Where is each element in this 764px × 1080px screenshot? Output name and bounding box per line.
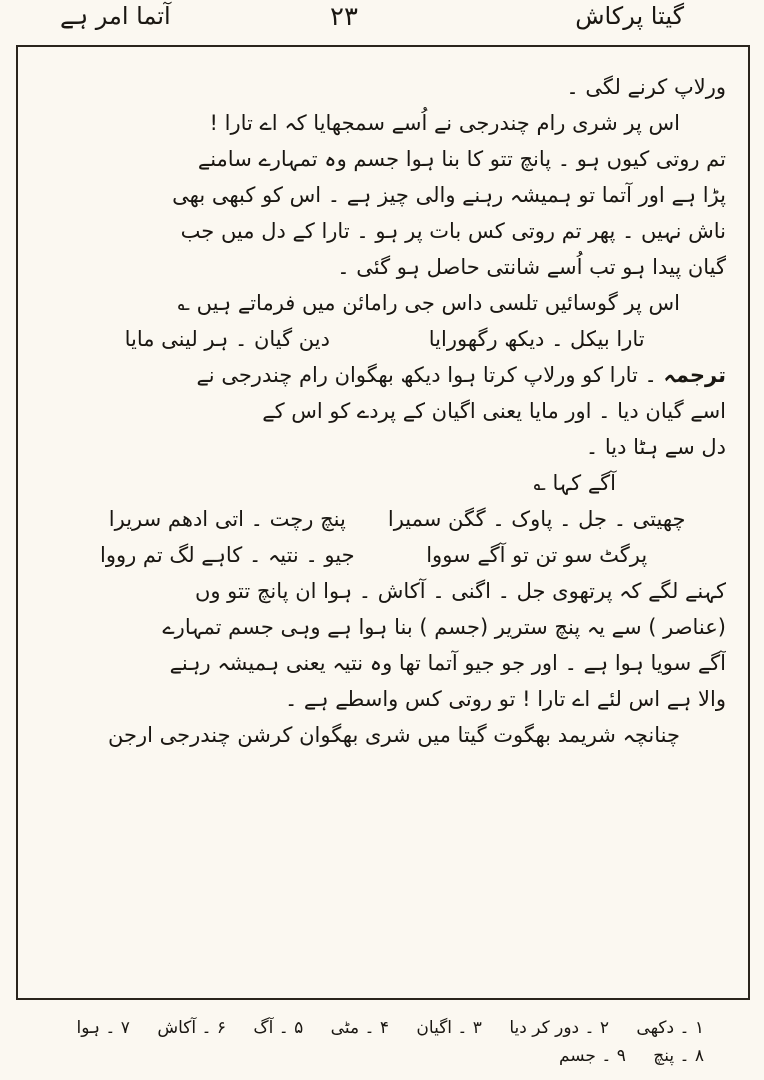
- footnote: ۶ ۔ آکاش: [157, 1018, 226, 1038]
- text-line: پڑا ہے اور آتما تو ہمیشہ رہنے والی چیز ہے ۔ اس کو کبھی بھی: [172, 183, 726, 207]
- translation-label: ترجمہ: [663, 363, 726, 387]
- text-line: اس پر گوسائیں تلسی داس جی رامائن میں فرماتے ہیں ؎: [177, 291, 680, 315]
- text-line: اسے گیان دیا ۔ اور مایا یعنی اگیان کے پردے کو اس کے: [262, 399, 726, 423]
- footnote: ۴ ۔ مٹی: [330, 1018, 389, 1038]
- page-body: [38, 69, 726, 753]
- running-header-chapter: آتما امر ہے: [60, 2, 171, 30]
- verse-couplet: [38, 537, 726, 573]
- verse-intro: آگے کہا ؎: [533, 471, 616, 495]
- footnote: ۲ ۔ دور کر دیا: [509, 1018, 610, 1038]
- text-frame: [16, 45, 750, 1000]
- text-line: کہنے لگے کہ پرتھوی جل ۔ اگنی ۔ آکاش ۔ ہوا ان پانچ تتو وں: [194, 579, 726, 603]
- verse-hemistich: چھیتی ۔ جل ۔ پاوک ۔ گگن سمیرا: [387, 507, 686, 531]
- text-line: ناش نہیں ۔ پھر تم روتی کس بات پر ہو ۔ تارا کے دل میں جب: [180, 219, 726, 243]
- translation-line: [38, 357, 726, 393]
- footnote: ۹ ۔ جسم: [558, 1046, 626, 1066]
- verse-hemistich: پنچ رچت ۔ اتی ادھم سریرا: [108, 507, 346, 531]
- footnote: ۸ ۔ پنچ: [653, 1046, 704, 1066]
- footnote: ۳ ۔ اگیان: [416, 1018, 482, 1038]
- verse-hemistich: تارا بیکل ۔ دیکھ رگھورایا: [428, 327, 645, 351]
- text-line: آگے سویا ہوا ہے ۔ اور جو جیو آتما تھا وہ نتیہ یعنی ہمیشہ رہنے: [169, 651, 726, 675]
- footnote: ۵ ۔ آگ: [253, 1018, 304, 1038]
- footnote: ۱ ۔ دکھی: [636, 1018, 704, 1038]
- verse-couplet: [38, 321, 726, 357]
- text-line: والا ہے اس لئے اے تارا ! تو روتی کس واسطے ہے ۔: [284, 687, 726, 711]
- running-header-title: گیتا پرکاش: [575, 2, 684, 30]
- text-line: ورلاپ کرنے لگی ۔: [566, 75, 726, 99]
- text-line: چنانچہ شریمد بھگوت گیتا میں شری بھگوان کرشن چندرجی ارجن: [108, 723, 680, 747]
- verse-hemistich: دین گیان ۔ ہر لینی مایا: [124, 327, 330, 351]
- text-line: تم روتی کیوں ہو ۔ پانچ تتو کا بنا ہوا جسم وہ تمہارے سامنے: [197, 147, 726, 171]
- text-line: (عناصر ) سے یہ پنچ ستریر (جسم ) بنا ہوا ہے وہی جسم تمہارے: [162, 615, 726, 639]
- verse-hemistich: پرگٹ سو تن تو آگے سووا: [426, 543, 648, 567]
- verse-hemistich: جیو ۔ نتیہ ۔ کاہے لگ تم رووا: [99, 543, 355, 567]
- translation-text: ۔ تارا کو ورلاپ کرتا ہوا دیکھ بھگوان رام چندرجی نے: [196, 363, 664, 387]
- page-number: ۲۳: [330, 2, 358, 32]
- footnotes: [76, 1014, 704, 1070]
- text-line: دل سے ہٹا دیا ۔: [585, 435, 726, 459]
- verse-couplet: [38, 501, 726, 537]
- text-line: گیان پیدا ہو تب اُسے شانتی حاصل ہو گئی ۔: [337, 255, 726, 279]
- footnote: ۷ ۔ ہوا: [76, 1018, 130, 1038]
- footnote-row: [90, 1042, 704, 1070]
- text-line: اس پر شری رام چندرجی نے اُسے سمجھایا کہ اے تارا !: [209, 111, 680, 135]
- footnote-row: [76, 1014, 704, 1042]
